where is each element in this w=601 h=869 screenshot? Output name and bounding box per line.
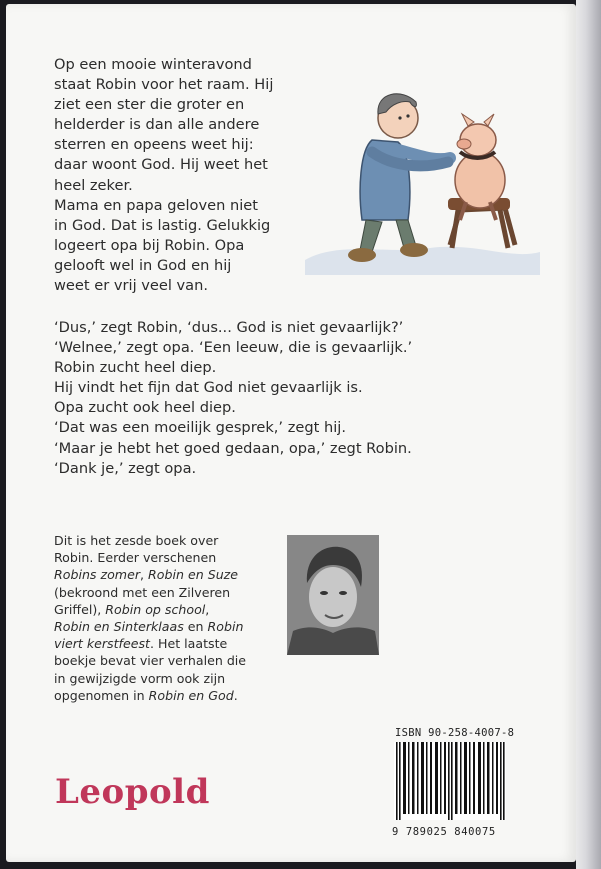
text-line xyxy=(54,566,282,583)
text-fragment: . xyxy=(233,687,238,703)
text-line: staat Robin voor het raam. Hij xyxy=(54,76,274,94)
text-line: Robin. Eerder verschenen xyxy=(54,550,217,566)
text-line xyxy=(54,618,282,635)
text-fragment: en xyxy=(183,619,208,635)
barcode-number: 9 789025 840075 xyxy=(392,826,496,838)
text-line: helderder is dan alle andere xyxy=(54,116,260,134)
isbn-number: ISBN 90-258-4007-8 xyxy=(395,727,515,739)
text-line: sterren en opeens weet hij: xyxy=(54,136,254,154)
text-line: ‘Dus,’ zegt Robin, ‘dus... God is niet gevaarlijk?’ xyxy=(54,319,404,336)
text-line: in God. Dat is lastig. Gelukkig xyxy=(54,216,271,234)
text-line: gelooft wel in God en hij xyxy=(54,256,232,274)
text-line: ‘Welnee,’ zegt opa. ‘Een leeuw, die is gevaarlijk.’ xyxy=(54,339,413,357)
text-fragment: Griffel), xyxy=(54,601,106,617)
book-spine xyxy=(576,0,601,869)
text-line: ziet een ster die groter en xyxy=(54,96,245,114)
barcode xyxy=(394,742,506,820)
text-fragment: . Het laatste xyxy=(149,636,228,652)
text-line: weet er vrij veel van. xyxy=(54,277,209,295)
about-author-text xyxy=(54,532,282,704)
text-line: Mama en papa geloven niet xyxy=(54,196,258,214)
illustration-boy-and-pig xyxy=(300,70,545,280)
publisher-logo: Leopold xyxy=(55,772,210,812)
book-title: viert kerstfeest xyxy=(54,636,150,652)
book-title: Robins zomer xyxy=(54,567,141,583)
book-title: Robin en Suze xyxy=(148,567,239,583)
book-title: Robin en Sinterklaas xyxy=(54,619,184,635)
text-line xyxy=(54,601,282,618)
text-line: ‘Dat was een moeilijk gesprek,’ zegt hij. xyxy=(54,419,346,437)
story-paragraph-2 xyxy=(54,318,494,479)
text-line: Opa zucht ook heel diep. xyxy=(54,399,236,417)
text-line: Robin zucht heel diep. xyxy=(54,359,217,377)
book-title: Robin xyxy=(207,619,244,635)
text-line: Hij vindt het fijn dat God niet gevaarlijk is. xyxy=(54,379,363,397)
text-line xyxy=(54,687,282,704)
text-line: daar woont God. Hij weet het xyxy=(54,156,268,174)
book-title: Robin en God xyxy=(148,687,234,703)
text-line: logeert opa bij Robin. Opa xyxy=(54,236,245,254)
text-line: (bekroond met een Zilveren xyxy=(54,584,231,600)
book-title: Robin op school xyxy=(105,601,206,617)
author-photo xyxy=(287,535,379,655)
story-paragraph-1 xyxy=(54,55,304,296)
text-line: ‘Dank je,’ zegt opa. xyxy=(54,459,197,477)
text-fragment: opgenomen in xyxy=(54,687,149,703)
text-line: Dit is het zesde boek over xyxy=(54,533,219,548)
text-line: ‘Maar je hebt het goed gedaan, opa,’ zegt Robin. xyxy=(54,439,412,457)
text-line xyxy=(54,635,282,652)
text-line: Op een mooie winteravond xyxy=(54,56,252,73)
text-line: heel zeker. xyxy=(54,176,133,194)
text-line: in gewijzigde vorm ook zijn xyxy=(54,670,226,686)
text-fragment: , xyxy=(205,601,210,617)
text-fragment: , xyxy=(140,567,149,583)
text-line: boekje bevat vier verhalen die xyxy=(54,653,247,669)
